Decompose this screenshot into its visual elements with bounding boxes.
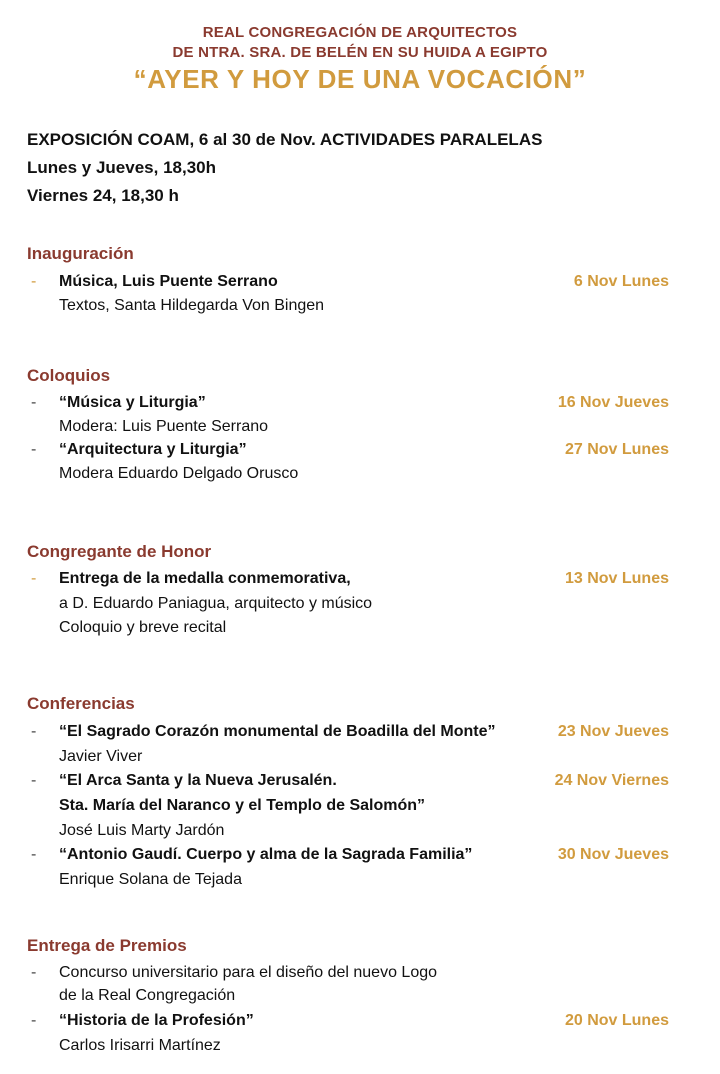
event-detail: Coloquio y breve recital [59, 619, 227, 636]
event-detail: Textos, Santa Hildegarda Von Bingen [59, 297, 325, 314]
bullet: - [31, 1012, 37, 1029]
event-detail: Javier Viver [59, 748, 143, 765]
event-date: 24 Nov Viernes [554, 772, 669, 789]
event-title-continued: de la Real Congregación [59, 987, 236, 1004]
bullet: - [31, 394, 37, 411]
event-detail: Carlos Irisarri Martínez [59, 1037, 221, 1054]
bullet: - [31, 441, 37, 458]
bullet: - [31, 723, 37, 740]
event-title: “Música y Liturgia” [59, 394, 206, 411]
event-title: Concurso universitario para el diseño del nuevo Logo [59, 964, 438, 981]
event-title: “Historia de la Profesión” [59, 1012, 254, 1029]
event-title: “Antonio Gaudí. Cuerpo y alma de la Sagrada Familia” [59, 846, 473, 863]
event-detail: Modera: Luis Puente Serrano [59, 418, 269, 435]
event-title: Música, Luis Puente Serrano [59, 273, 278, 290]
event-title: “El Arca Santa y la Nueva Jerusalén. [59, 772, 337, 789]
org-name-line1: REAL CONGREGACIÓN DE ARQUITECTOS [202, 24, 518, 41]
event-detail: Modera Eduardo Delgado Orusco [59, 465, 299, 482]
bullet: - [31, 273, 37, 290]
bullet: - [31, 772, 37, 789]
section-title-coloquios: Coloquios [27, 366, 111, 385]
schedule-weekdays: Lunes y Jueves, 18,30h [27, 158, 216, 177]
event-detail: a D. Eduardo Paniagua, arquitecto y músico [59, 595, 373, 612]
event-title-continued: Sta. María del Naranco y el Templo de Salomón” [59, 797, 426, 814]
event-title: “El Sagrado Corazón monumental de Boadilla del Monte” [59, 723, 496, 740]
bullet: - [31, 846, 37, 863]
bullet: - [31, 570, 37, 587]
event-detail: José Luis Marty Jardón [59, 822, 225, 839]
event-title: “Arquitectura y Liturgia” [59, 441, 247, 458]
event-date: 27 Nov Lunes [564, 441, 669, 458]
exhibition-title: “AYER Y HOY DE UNA VOCACIÓN” [133, 64, 587, 94]
exhibition-info: EXPOSICIÓN COAM, 6 al 30 de Nov. ACTIVIDADES PARALELAS [27, 130, 543, 149]
event-date: 30 Nov Jueves [557, 846, 669, 863]
event-date: 13 Nov Lunes [564, 570, 669, 587]
event-date: 23 Nov Jueves [557, 723, 669, 740]
event-date: 20 Nov Lunes [564, 1012, 669, 1029]
section-title-congregante: Congregante de Honor [27, 542, 212, 561]
bullet: - [31, 964, 37, 981]
section-title-premios: Entrega de Premios [27, 936, 187, 955]
event-date: 16 Nov Jueves [557, 394, 669, 411]
schedule-friday: Viernes 24, 18,30 h [27, 186, 179, 205]
event-date: 6 Nov Lunes [573, 273, 669, 290]
section-title-conferencias: Conferencias [27, 694, 135, 713]
event-detail: Enrique Solana de Tejada [59, 871, 242, 888]
event-title: Entrega de la medalla conmemorativa, [59, 570, 351, 587]
section-title-inauguracion: Inauguración [27, 244, 134, 263]
org-name-line2: DE NTRA. SRA. DE BELÉN EN SU HUIDA A EGIPTO [172, 44, 548, 61]
